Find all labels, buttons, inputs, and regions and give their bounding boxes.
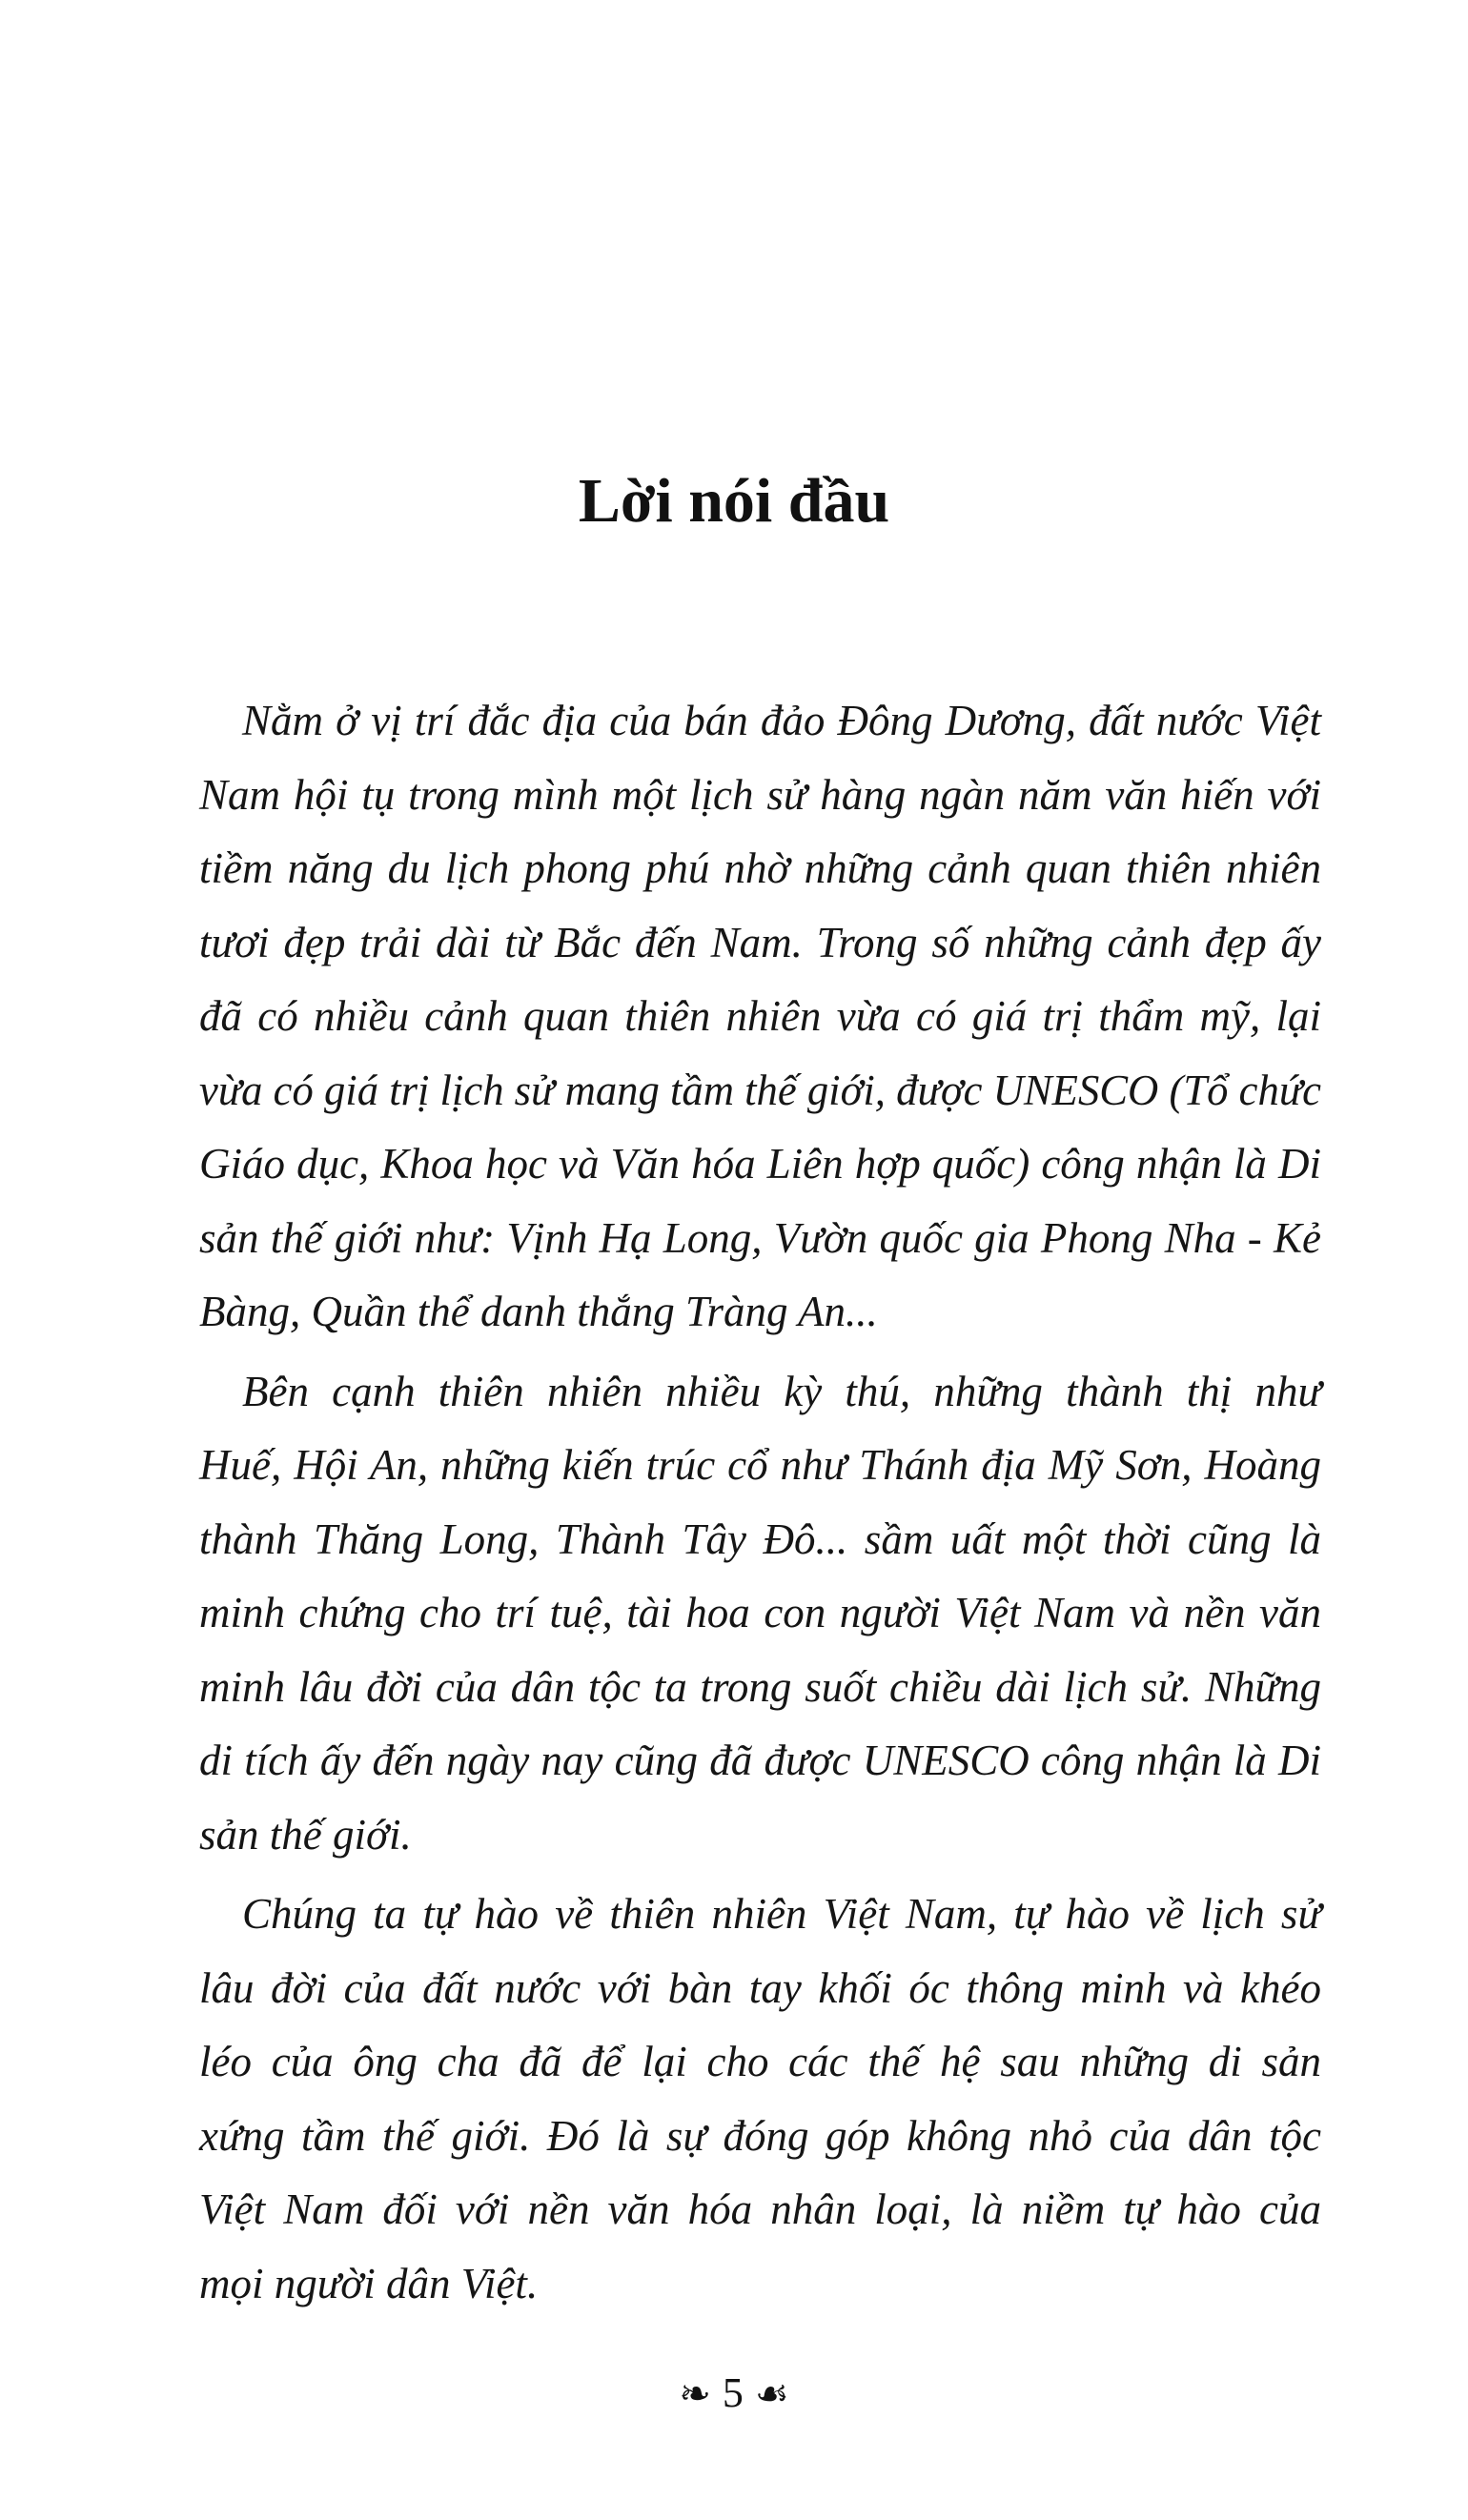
preface-body (199, 684, 1321, 2327)
text-line-container (199, 1878, 1321, 1952)
text-line-container (199, 1799, 1321, 1873)
text-line: Giáo dục, Khoa học và Văn hóa Liên hợp quốc) công nhận là Di (199, 1140, 1321, 1188)
page-footer (0, 2368, 1468, 2417)
text-line-container (199, 2100, 1321, 2174)
text-line: di tích ấy đến ngày nay cũng đã được UNESCO công nhận là Di (199, 1737, 1321, 1784)
text-line: mọi người dân Việt. (199, 2259, 539, 2307)
text-line: sản thế giới như: Vịnh Hạ Long, Vườn quốc gia Phong Nha - Kẻ (199, 1213, 1321, 1262)
text-line-container (199, 1054, 1321, 1128)
text-line: tươi đẹp trải dài từ Bắc đến Nam. Trong số những cảnh đẹp ấy (199, 918, 1321, 966)
text-line-container (199, 1503, 1321, 1577)
text-line: Nằm ở vị trí đắc địa của bán đảo Đông Dương, đất nước Việt (242, 697, 1321, 744)
text-line-container (199, 1355, 1321, 1430)
text-line: tiềm năng du lịch phong phú nhờ những cảnh quan thiên nhiên (199, 844, 1321, 892)
text-line-container (199, 1952, 1321, 2026)
text-line-container (199, 1724, 1321, 1799)
paragraph (199, 1355, 1321, 1873)
text-line: đã có nhiều cảnh quan thiên nhiên vừa có giá trị thẩm mỹ, lại (199, 992, 1321, 1040)
text-line: Chúng ta tự hào về thiên nhiên Việt Nam, tự hào về lịch sử (242, 1890, 1321, 1938)
text-line-container (199, 980, 1321, 1054)
text-line-container (199, 2173, 1321, 2247)
text-line: Nam hội tụ trong mình một lịch sử hàng ngàn năm văn hiến với (199, 770, 1321, 819)
text-line: Việt Nam đối với nền văn hóa nhân loại, là niềm tự hào của (199, 2185, 1321, 2233)
text-line: thành Thăng Long, Thành Tây Đô... sầm uất một thời cũng là (199, 1514, 1321, 1563)
text-line-container (199, 1576, 1321, 1651)
text-line: minh lâu đời của dân tộc ta trong suốt chiều dài lịch sử. Những (199, 1662, 1321, 1711)
ornament-left-icon: ❧ (679, 2372, 711, 2415)
text-line-container (199, 759, 1321, 833)
text-line: xứng tầm thế giới. Đó là sự đóng góp không nhỏ của dân tộc (199, 2111, 1321, 2160)
text-line-container (199, 1202, 1321, 1276)
text-line: minh chứng cho trí tuệ, tài hoa con người Việt Nam và nền văn (199, 1589, 1321, 1636)
ornament-right-icon: ☙ (754, 2372, 789, 2415)
text-line-container (199, 2247, 1321, 2322)
page-number: 5 (722, 2369, 744, 2416)
text-line: Bên cạnh thiên nhiên nhiều kỳ thú, những thành thị như (242, 1367, 1321, 1415)
paragraph (199, 684, 1321, 1350)
text-line-container (199, 684, 1321, 759)
text-line: vừa có giá trị lịch sử mang tầm thế giới, được UNESCO (Tổ chức (199, 1066, 1321, 1114)
text-line-container (199, 1651, 1321, 1725)
text-line: sản thế giới. (199, 1810, 412, 1859)
text-line: Huế, Hội An, những kiến trúc cổ như Thánh địa Mỹ Sơn, Hoàng (199, 1441, 1321, 1489)
paragraph (199, 1878, 1321, 2321)
text-line: lâu đời của đất nước với bàn tay khối óc thông minh và khéo (199, 1963, 1321, 2012)
text-line-container (199, 1429, 1321, 1503)
text-line-container (199, 2025, 1321, 2100)
text-line-container (199, 1275, 1321, 1350)
text-line: léo của ông cha đã để lại cho các thế hệ sau những di sản (199, 2038, 1321, 2085)
text-line-container (199, 832, 1321, 906)
text-line-container (199, 906, 1321, 981)
page-title: Lời nói đầu (578, 466, 890, 536)
text-line: Bàng, Quần thể danh thắng Tràng An... (199, 1288, 878, 1335)
text-line-container (199, 1128, 1321, 1202)
